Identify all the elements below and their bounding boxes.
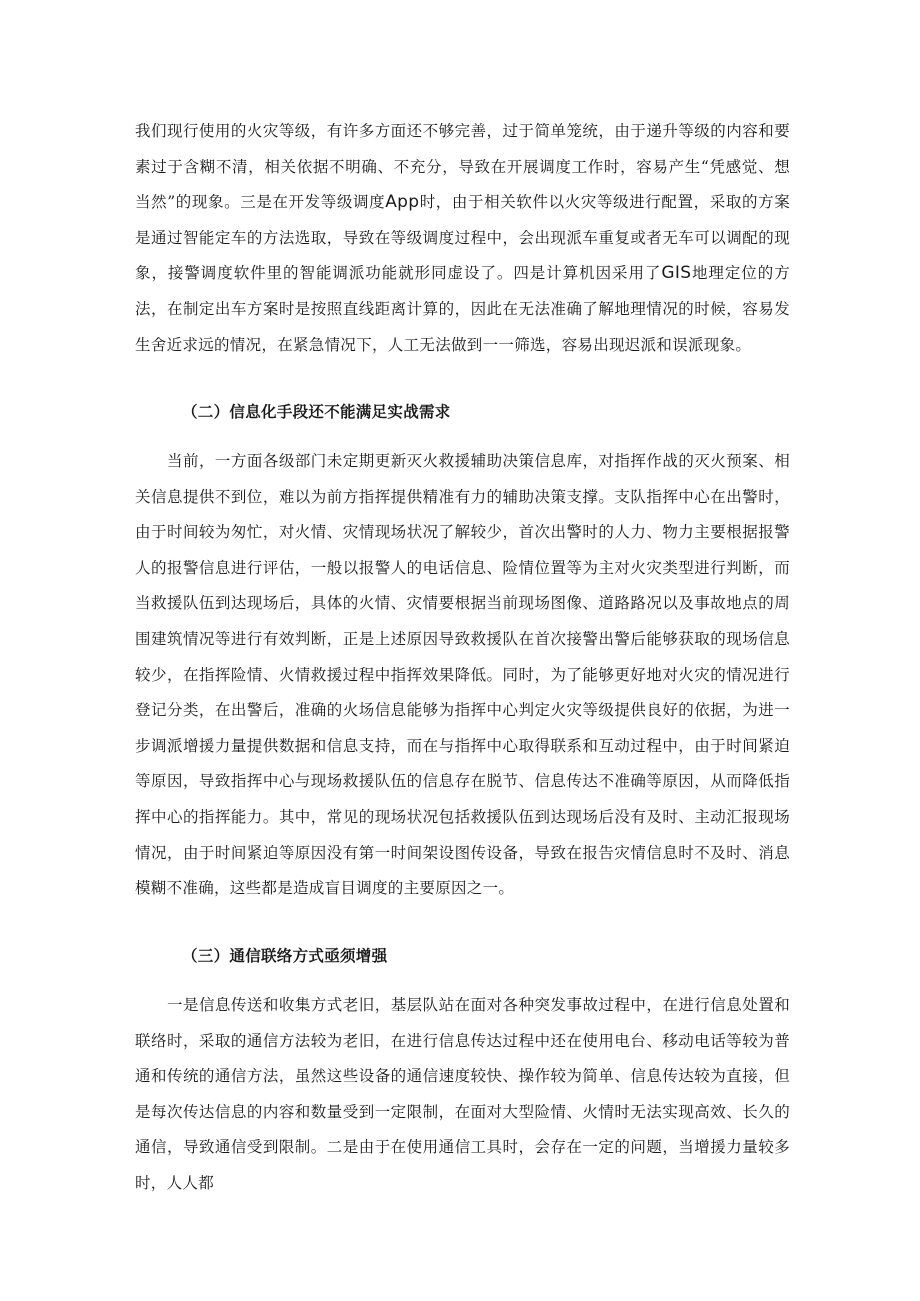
paragraph-communication: 一是信息传送和收集方式老旧，基层队站在面对各种突发事故过程中，在进行信息处置和联络时，采取的通信方法较为老旧，在进行信息传达过程中还在使用电台、移动电话等较为普通和传统的通信方法，虽然这些设备的通信速度较快、操作较为简单、信息传达较为直接，但是每次传达信息的内容和数量受到一定限制，在面对大型险情、火情时无法实现高效、长久的通信，导致通信受到限制。二是由于在使用通信工具时，会存在一定的问题，当增援力量较多时，人人都: [135, 996, 790, 1192]
paragraph-informatization: 当前，一方面各级部门未定期更新灭火救援辅助决策信息库，对指挥作战的灭火预案、相关信息提供不到位，难以为前方指挥提供精准有力的辅助决策支撑。支队指挥中心在出警时，由于时间较为匆忙，对火情、灾情现场状况了解较少，首次出警时的人力、物力主要根据报警人的报警信息进行评估，一般以报警人的电话信息、险情位置等为主对火灾类型进行判断，而当救援队伍到达现场后，具体的火情、灾情要根据当前现场图像、道路路况以及事故地点的周围建筑情况等进行有效判断，正是上述原因导致救援队在首次接警出警后能够获取的现场信息较少，在指挥险情、火情救援过程中指挥效果降低。同时，为了能够更好地对火灾的情况进行登记分类，在出警后，准确的火场信息能够为指挥中心判定火灾等级提供良好的依据，为进一步调派增援力量提供数据和信息支持，而在与指挥中心取得联系和互动过程中，由于时间紧迫等原因，导致指挥中心与现场救援队伍的信息存在脱节、信息传达不准确等原因，从而降低指挥中心的指挥能力。其中，常见的现场状况包括救援队伍到达现场后没有及时、主动汇报现场情况，由于时间紧迫等原因没有第一时间架设图传设备，导致在报告灾情信息时不及时、消息模糊不准确，这些都是造成盲目调度的主要原因之一。: [135, 452, 790, 898]
section-heading-communication: （三）通信联络方式亟须增强: [182, 946, 388, 965]
paragraph-1-text-a: 我们现行使用的火灾等级，有许多方面还不够完善，过于简单笼统，由于递升等级的内容和要素过于含糊不清，相关依据不明确、不充分，导致在开展调度工作时，容易产生“凭感觉、想当然”的现象。三是在开发等级调度: [135, 122, 790, 212]
section-heading-informatization: （二）信息化手段还不能满足实战需求: [182, 402, 451, 421]
paragraph-1-text-c: 地理定位的方法，在制定出车方案时是按照直线距离计算的，因此在无法准确了解地理情况的时候，容易发生舍近求远的情况，在紧急情况下，人工无法做到一一筛选，容易出现迟派和误派现象。: [135, 264, 790, 354]
term-gis: GIS: [661, 263, 692, 284]
paragraph-fire-level-issues: [135, 114, 790, 363]
term-app: App: [385, 192, 420, 213]
paragraph-1-text-b: 时，由于相关软件以火灾等级进行配置，采取的方案是通过智能定车的方法选取，导致在等级调度过程中，会出现派车重复或者无车可以调配的现象，接警调度软件里的智能调派功能就形同虚设了。四是计算机因采用了: [135, 193, 790, 283]
